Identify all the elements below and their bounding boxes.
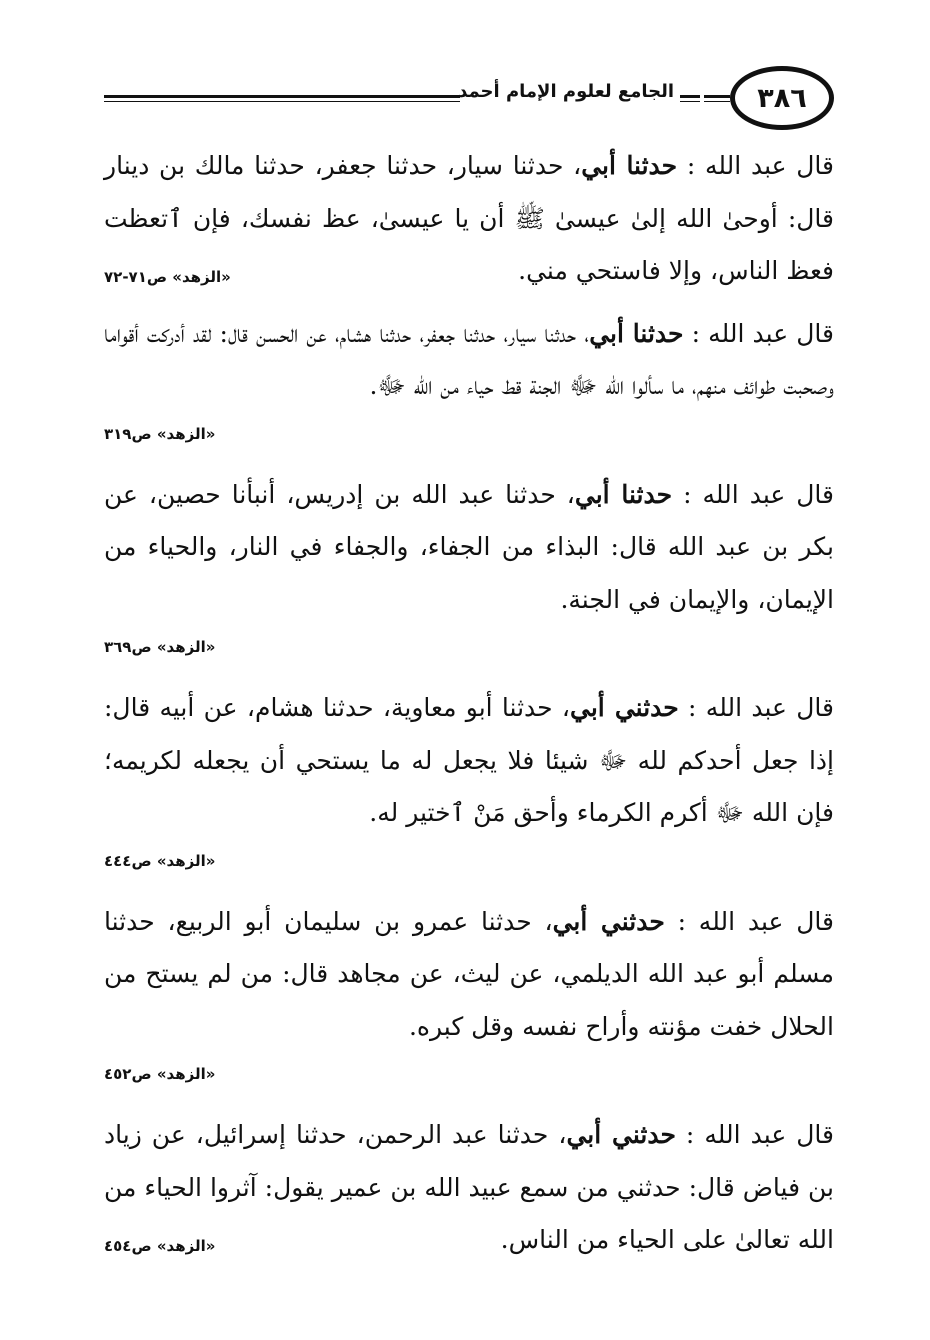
header-rule-right bbox=[680, 95, 700, 98]
source-reference: «الزهد» ص٧١-٧٢ bbox=[104, 267, 231, 286]
entry-lead: حدثنا أبي bbox=[589, 318, 684, 348]
entry-text bbox=[104, 682, 834, 840]
entry-body: ، حدثنا عمرو بن سليمان أبو الربيع، حدثنا مسلم أبو عبد الله الديلمي، عن ليث، عن مجاهد قال: من لم يستح من الحلال خفت مؤنته وأراح نفسه وقل كبره. bbox=[104, 906, 834, 1041]
entry-body: ، حدثنا أبو معاوية، حدثنا هشام، عن أبيه قال: إذا جعل أحدكم لله ﷻ شيئا فلا يجعل له ما يستحي أن يجعله لكريمه؛ فإن الله ﷻ أكرم الكرماء وأحق مَنْ ٱختير له. bbox=[104, 693, 834, 827]
hadith-entry bbox=[104, 682, 834, 872]
entry-text bbox=[104, 308, 834, 413]
hadith-entry bbox=[104, 469, 834, 659]
entry-text bbox=[104, 896, 834, 1054]
page-number-badge bbox=[730, 66, 834, 130]
entry-lead: حدثنا أبي bbox=[574, 479, 673, 509]
entry-lead: حدثني أبي bbox=[566, 1120, 676, 1149]
entry-lead: حدثني أبي bbox=[552, 906, 665, 936]
hadith-entry bbox=[104, 308, 834, 445]
entry-opening: قال عبد الله : bbox=[677, 151, 835, 180]
source-reference: «الزهد» ص٣٦٩ bbox=[104, 638, 216, 656]
entry-body: ، حدثنا عبد الله بن إدريس، أنبأنا حصين، عن بكر بن عبد الله قال: البذاء من الجفاء، والجفاء في النار، والحياء من الإيمان، والإيمان في الجنة. bbox=[104, 479, 834, 614]
running-header bbox=[104, 66, 834, 132]
source-reference: «الزهد» ص٤٥٤ bbox=[104, 1236, 216, 1255]
source-reference: «الزهد» ص٣١٩ bbox=[104, 424, 216, 443]
entry-body: ، حدثنا عبد الرحمن، حدثنا إسرائيل، عن زياد بن فياض قال: حدثني من سمع عبيد الله بن عمير يقول: آثروا الحياء من الله تعالىٰ على الحياء من الناس. bbox=[104, 1120, 834, 1254]
entry-body: ، حدثنا سيار، حدثنا جعفر، حدثنا هشام، عن الحسن قال: لقد أدركت أقواما وصحبت طوائف منهم، ما سألوا الله ﷻ الجنة قط حياء من الله ﷻ. bbox=[104, 318, 834, 400]
entry-opening: قال عبد الله : bbox=[678, 693, 834, 722]
header-rule-left bbox=[104, 95, 460, 98]
entry-text bbox=[104, 469, 834, 627]
entry-body: ، حدثنا سيار، حدثنا جعفر، حدثنا مالك بن دينار قال: أوحىٰ الله إلىٰ عيسىٰ ﷺ أن يا عيسىٰ، عظ نفسك، فإن ٱتعظت فعظ الناس، وإلا فاستحي مني. bbox=[104, 151, 834, 285]
running-title: الجامع لعلوم الإمام أحمد bbox=[458, 81, 674, 102]
hadith-entry bbox=[104, 1109, 834, 1267]
entry-opening: قال عبد الله : bbox=[672, 479, 834, 509]
source-reference: «الزهد» ص٤٥٢ bbox=[104, 1065, 216, 1083]
page-body bbox=[104, 140, 834, 1267]
hadith-entry bbox=[104, 140, 834, 298]
header-rule-connector bbox=[704, 95, 730, 98]
page-number: ٣٨٦ bbox=[757, 82, 807, 114]
entry-lead: حدثنا أبي bbox=[581, 151, 678, 180]
entry-opening: قال عبد الله : bbox=[664, 906, 834, 936]
entry-opening: قال عبد الله : bbox=[683, 318, 834, 348]
source-reference: «الزهد» ص٤٤٤ bbox=[104, 851, 216, 870]
hadith-entry bbox=[104, 896, 834, 1086]
entry-opening: قال عبد الله : bbox=[675, 1120, 834, 1149]
entry-lead: حدثني أبي bbox=[570, 693, 679, 722]
